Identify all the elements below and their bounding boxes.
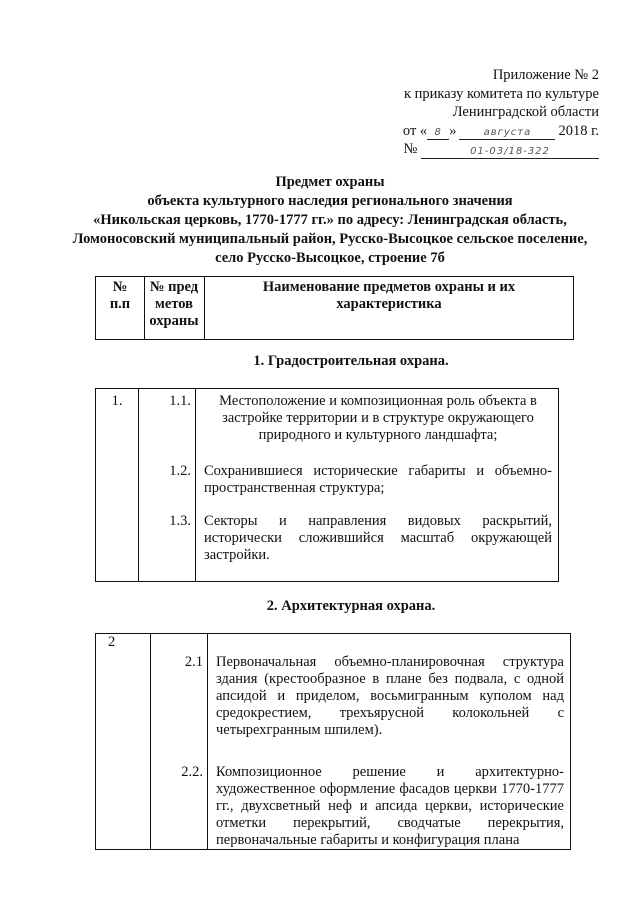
day-handwritten: 8 (427, 127, 449, 140)
item-text: Секторы и направления видовых раскрытий, исторически сложившийся масштаб окружающей застройки. (204, 513, 552, 563)
appendix-order: к приказу комитета по культуре (403, 85, 599, 102)
table-row (96, 634, 571, 755)
item-id: 2.2. (151, 754, 208, 850)
appendix-date (403, 122, 599, 141)
item-cell (208, 634, 571, 755)
title-line-2: объекта культурного наследия регионального значения (147, 193, 513, 209)
table-row (96, 513, 559, 582)
document-title (40, 173, 620, 268)
date-prefix: от « (402, 122, 428, 139)
section-number: 1. (96, 389, 139, 582)
section-table-1 (95, 388, 559, 582)
header-col-number (96, 277, 145, 340)
number-handwritten: 01-03/18-322 (421, 146, 599, 159)
item-id: 2.1 (151, 634, 208, 755)
item-text: Сохранившиеся исторические габариты и объемно-пространственная структура; (204, 463, 552, 496)
item-text: Композиционное решение и архитектурно-художественное оформление фасадов церкви 1770-1777 гг., двухсветный неф и апсида церкви, исторические отметки перекрытий, сводчатые перекрытия, первоначальные габариты и конфигурация плана (216, 764, 564, 848)
header-col-description (205, 277, 574, 340)
title-line-1: Предмет охраны (275, 174, 385, 190)
date-year: 2018 г. (558, 122, 599, 139)
header-col3-l2: характеристика (336, 296, 442, 312)
section-heading-2: 2. Архитектурная охрана. (266, 598, 436, 614)
header-col1-l2: п.п (109, 296, 131, 312)
item-text: Первоначальная объемно-планировочная структура здания (крестообразное в плане без подвала, с одной апсидой и приделом, восьмигранным куполом над средокрестием, трехъярусной колокольней с четырехгранным шпилем). (216, 654, 564, 738)
header-col-item-number (145, 277, 205, 340)
appendix-block (403, 66, 599, 159)
item-cell (208, 754, 571, 850)
header-col1-l1: № (112, 279, 128, 295)
item-id: 1.3. (139, 513, 196, 582)
table-row (96, 754, 571, 850)
header-row (96, 277, 574, 340)
header-col3-l1: Наименование предметов охраны и их (262, 279, 516, 295)
appendix-region: Ленинградской области (452, 104, 599, 120)
item-id: 1.2. (139, 463, 196, 513)
item-cell (196, 389, 559, 464)
item-text: Местоположение и композиционная роль объекта в застройке территории и в структуре окружающего природного и культурного ландшафта; (219, 393, 537, 443)
section-table-2 (95, 633, 571, 850)
item-cell (196, 513, 559, 582)
header-table (95, 276, 574, 340)
title-line-5: село Русско-Высоцкое, строение 7б (215, 250, 445, 266)
title-line-3: «Никольская церковь, 1770-1777 гг.» по адресу: Ленинградская область, (93, 212, 567, 228)
item-id: 1.1. (139, 389, 196, 464)
appendix-number (403, 140, 599, 159)
header-col2-l3: охраны (149, 313, 199, 329)
month-handwritten: августа (459, 127, 555, 140)
header-col2-l1: № пред (149, 279, 199, 295)
section-number: 2 (96, 634, 151, 850)
title-line-4: Ломоносовский муниципальный район, Русско-Высоцкое сельское поселение, (72, 231, 588, 247)
header-col2-l2: метов (155, 296, 193, 312)
number-prefix: № (403, 141, 418, 157)
table-row (96, 463, 559, 513)
table-row (96, 389, 559, 464)
section-heading-1: 1. Градостроительная охрана. (253, 353, 449, 369)
appendix-title: Приложение № 2 (492, 67, 599, 83)
date-mid: » (449, 122, 457, 139)
item-cell (196, 463, 559, 513)
